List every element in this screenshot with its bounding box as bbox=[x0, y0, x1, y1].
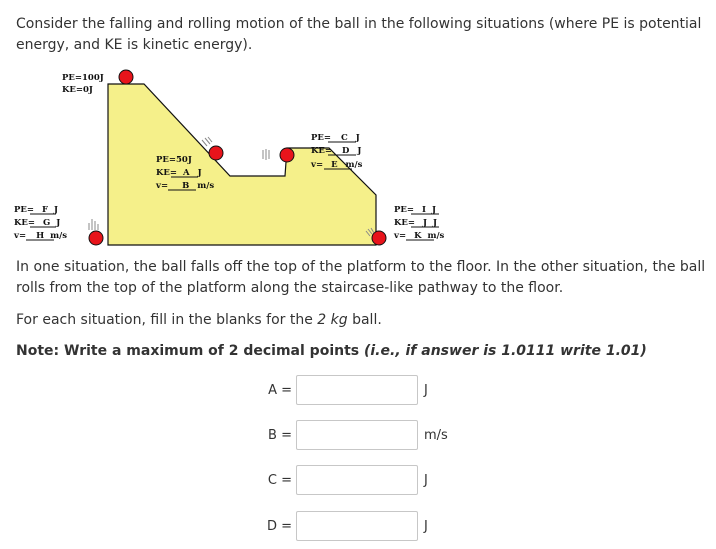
right-floor-ke: KE= J J bbox=[394, 218, 438, 228]
blank-K: K bbox=[414, 231, 422, 241]
blank-D: D bbox=[342, 146, 350, 156]
upper-right-pe: PE= C J bbox=[311, 133, 360, 143]
field-label-B: B = bbox=[268, 428, 292, 443]
situation-text: In one situation, the ball falls off the top of the platform to the floor. In the other situation, the ball rolls from the top of the platform along the staircase-like pathway to the floor. bbox=[16, 259, 706, 296]
field-label-D: D = bbox=[266, 519, 292, 534]
ball-left-floor bbox=[89, 231, 103, 245]
left-floor-pe: PE= F J bbox=[14, 205, 59, 215]
answer-input-D[interactable] bbox=[296, 511, 418, 541]
ball-upper-right bbox=[280, 148, 294, 162]
blank-C: C bbox=[341, 133, 348, 143]
left-floor-ke: KE= G J bbox=[14, 218, 61, 228]
answer-input-C[interactable] bbox=[296, 465, 418, 495]
right-floor-pe: PE= I J bbox=[394, 205, 437, 215]
left-floor-v: v= H m/s bbox=[14, 231, 67, 241]
blank-J: J bbox=[423, 218, 428, 228]
unit-D: J bbox=[424, 519, 428, 534]
blank-E: E bbox=[331, 160, 338, 170]
unit-A: J bbox=[424, 383, 428, 398]
middle-ke: KE= A J bbox=[156, 168, 202, 178]
field-label-A: A = bbox=[268, 383, 292, 398]
blank-B: B bbox=[182, 181, 190, 191]
intro-text: Consider the falling and rolling motion of the ball in the following situations (where PE is potential energy, and KE is kinetic energy). bbox=[16, 16, 702, 53]
mass-value: 2 kg bbox=[317, 312, 348, 328]
blank-I: I bbox=[422, 205, 426, 215]
ball-top bbox=[119, 70, 133, 84]
ball-platform-diagram bbox=[0, 64, 716, 254]
answer-input-A[interactable] bbox=[296, 375, 418, 405]
upper-right-v: v= E m/s bbox=[311, 160, 363, 170]
ball-right-floor bbox=[372, 231, 386, 245]
middle-pe: PE=50J bbox=[156, 155, 192, 165]
answer-input-B[interactable] bbox=[296, 420, 418, 450]
ball-middle bbox=[209, 146, 223, 160]
upper-right-ke: KE= D J bbox=[311, 146, 362, 156]
top-ke: KE=0J bbox=[62, 85, 93, 95]
middle-v: v= B m/s bbox=[156, 181, 215, 191]
motion-lines-left-floor bbox=[89, 219, 98, 230]
unit-B: m/s bbox=[424, 428, 448, 443]
unit-C: J bbox=[424, 473, 428, 488]
right-floor-v: v= K m/s bbox=[394, 231, 445, 241]
blank-F: F bbox=[42, 205, 49, 215]
instruction-text: For each situation, fill in the blanks for the 2 kg ball. bbox=[16, 312, 382, 328]
motion-lines-upper bbox=[263, 149, 269, 160]
blank-A: A bbox=[183, 168, 190, 178]
motion-lines-middle bbox=[202, 137, 212, 146]
blank-G: G bbox=[43, 218, 51, 228]
top-pe: PE=100J bbox=[62, 73, 104, 83]
field-label-C: C = bbox=[267, 473, 292, 488]
note-text: Note: Write a maximum of 2 decimal points (i.e., if answer is 1.0111 write 1.01) bbox=[16, 343, 647, 359]
blank-H: H bbox=[36, 231, 45, 241]
